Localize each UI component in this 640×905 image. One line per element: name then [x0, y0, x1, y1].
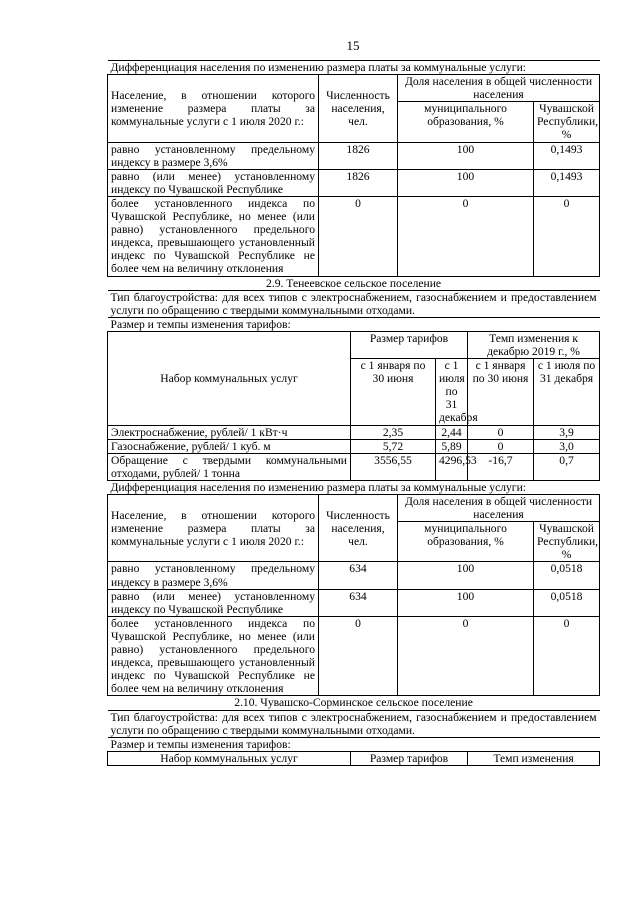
rate-col-jul-dec: с 1 июля по 31 декабря	[534, 359, 600, 425]
diff-col-share: Доля населения в общей численности населения	[398, 495, 600, 522]
tariff-r2: 0,7	[534, 453, 600, 480]
diff-label: равно установленному предельному индексу в размере 3,6%	[108, 562, 319, 589]
diff-col-municipal: муниципального образования, %	[398, 102, 534, 142]
tariff-v1: 5,72	[351, 439, 436, 453]
tariff-heading: Размер и темпы изменения тарифов:	[108, 737, 600, 751]
diff-label: более установленного индекса по Чувашской Республике, но менее (или равно) установленного предельного индекса, превышающего установленный индекс по Чувашской Республике не более чем на величину отклонения	[108, 196, 319, 276]
tariff-col-jul-dec: с 1 июля по 31 декабря	[436, 359, 468, 425]
diff-header-row	[108, 495, 600, 522]
section-title: 2.10. Чувашско-Сорминское сельское поселение	[108, 696, 600, 710]
diff-col-population: Население, в отношении которого изменение размера платы за коммунальные услуги с 1 июля 2020 г.:	[108, 75, 319, 142]
diff-mun: 100	[398, 169, 534, 196]
diff-label: более установленного индекса по Чувашской Республике, но менее (или равно) установленного предельного индекса, превышающего установленный индекс по Чувашской Республике не более чем на величину отклонения	[108, 616, 319, 696]
diff-rep: 0,1493	[534, 169, 600, 196]
diff-col-municipal: муниципального образования, %	[398, 522, 534, 562]
tariff-service: Обращение с твердыми коммунальными отходами, рублей/ 1 тонна	[108, 453, 351, 480]
tariff-col-size: Размер тарифов	[351, 751, 468, 765]
tariff-header-row	[108, 751, 600, 765]
diff-rep: 0,0518	[534, 589, 600, 616]
tariff-v1: 3556,55	[351, 453, 436, 480]
diff-rep: 0,0518	[534, 562, 600, 589]
diff-row-more	[108, 196, 600, 276]
tariff-col-rate: Темп изменения к декабрю 2019 г., %	[468, 331, 600, 358]
diff-header-row	[108, 75, 600, 102]
diff-mun: 100	[398, 142, 534, 169]
diff-mun: 100	[398, 589, 534, 616]
tariff-service: Электроснабжение, рублей/ 1 кВт·ч	[108, 425, 351, 439]
tariff-r2: 3,0	[534, 439, 600, 453]
section-210-title-row	[108, 696, 600, 710]
section-29-amenity-row	[108, 290, 600, 317]
diff-label: равно (или менее) установленному индексу по Чувашской Республике	[108, 589, 319, 616]
diff-heading-row	[108, 480, 600, 494]
diff-row-equal	[108, 562, 600, 589]
section-29-tariff-heading-row	[108, 317, 600, 331]
diff-row-equal	[108, 142, 600, 169]
diff-row-more	[108, 616, 600, 696]
diff-count: 634	[319, 589, 398, 616]
tariff-col-size: Размер тарифов	[351, 331, 468, 358]
diff-col-republic: Чувашской Республики, %	[534, 522, 600, 562]
diff-col-share: Доля населения в общей численности населения	[398, 75, 600, 102]
diff-heading: Дифференциация населения по изменению размера платы за коммунальные услуги:	[108, 61, 600, 75]
diff-col-count: Численность населения, чел.	[319, 495, 398, 562]
diff-mun: 0	[398, 616, 534, 696]
tariff-r1: -16,7	[468, 453, 534, 480]
diff-count: 1826	[319, 169, 398, 196]
amenity-text: Тип благоустройства: для всех типов с электроснабжением, газоснабжением и предоставлением услуги по обращению с твердыми коммунальными отходами.	[108, 710, 600, 737]
diff-count: 0	[319, 196, 398, 276]
diff-rep: 0	[534, 616, 600, 696]
page-number: 15	[346, 38, 360, 53]
diff-col-population: Население, в отношении которого изменение размера платы за коммунальные услуги с 1 июля 2020 г.:	[108, 495, 319, 562]
diff-row-less	[108, 169, 600, 196]
tariff-r1: 0	[468, 425, 534, 439]
tariff-col-services: Набор коммунальных услуг	[108, 751, 351, 765]
tariff-service: Газоснабжение, рублей/ 1 куб. м	[108, 439, 351, 453]
tariff-v2: 2,44	[436, 425, 468, 439]
tariff-v2: 4296,53	[436, 453, 468, 480]
tariff-row	[108, 439, 600, 453]
section-210-amenity-row	[108, 710, 600, 737]
tariff-r1: 0	[468, 439, 534, 453]
diff-col-republic: Чувашской Республики, %	[534, 102, 600, 142]
diff-rep: 0,1493	[534, 142, 600, 169]
diff-count: 1826	[319, 142, 398, 169]
tariff-col-services: Набор коммунальных услуг	[108, 331, 351, 425]
section-title: 2.9. Тенеевское сельское поселение	[108, 276, 600, 290]
tariff-r2: 3,9	[534, 425, 600, 439]
diff-heading-row	[108, 61, 600, 75]
tariff-header-row	[108, 331, 600, 358]
section-210-tariff-heading-row	[108, 737, 600, 751]
tariff-col-rate: Темп изменения	[468, 751, 600, 765]
amenity-text: Тип благоустройства: для всех типов с электроснабжением, газоснабжением и предоставлением услуги по обращению с твердыми коммунальными отходами.	[108, 290, 600, 317]
diff-mun: 100	[398, 562, 534, 589]
diff-label: равно установленному предельному индексу в размере 3,6%	[108, 142, 319, 169]
diff-rep: 0	[534, 196, 600, 276]
main-table	[107, 60, 600, 766]
diff-heading: Дифференциация населения по изменению размера платы за коммунальные услуги:	[108, 480, 600, 494]
diff-label: равно (или менее) установленному индексу по Чувашской Республике	[108, 169, 319, 196]
diff-col-count: Численность населения, чел.	[319, 75, 398, 142]
tariff-v2: 5,89	[436, 439, 468, 453]
tariff-col-jan-jun: с 1 января по 30 июня	[351, 359, 436, 425]
diff-mun: 0	[398, 196, 534, 276]
diff-count: 0	[319, 616, 398, 696]
tariff-row	[108, 425, 600, 439]
tariff-row	[108, 453, 600, 480]
tariff-v1: 2,35	[351, 425, 436, 439]
tariff-heading: Размер и темпы изменения тарифов:	[108, 317, 600, 331]
diff-row-less	[108, 589, 600, 616]
document-page	[107, 36, 599, 766]
rate-col-jan-jun: с 1 января по 30 июня	[468, 359, 534, 425]
section-29-title-row	[108, 276, 600, 290]
diff-count: 634	[319, 562, 398, 589]
